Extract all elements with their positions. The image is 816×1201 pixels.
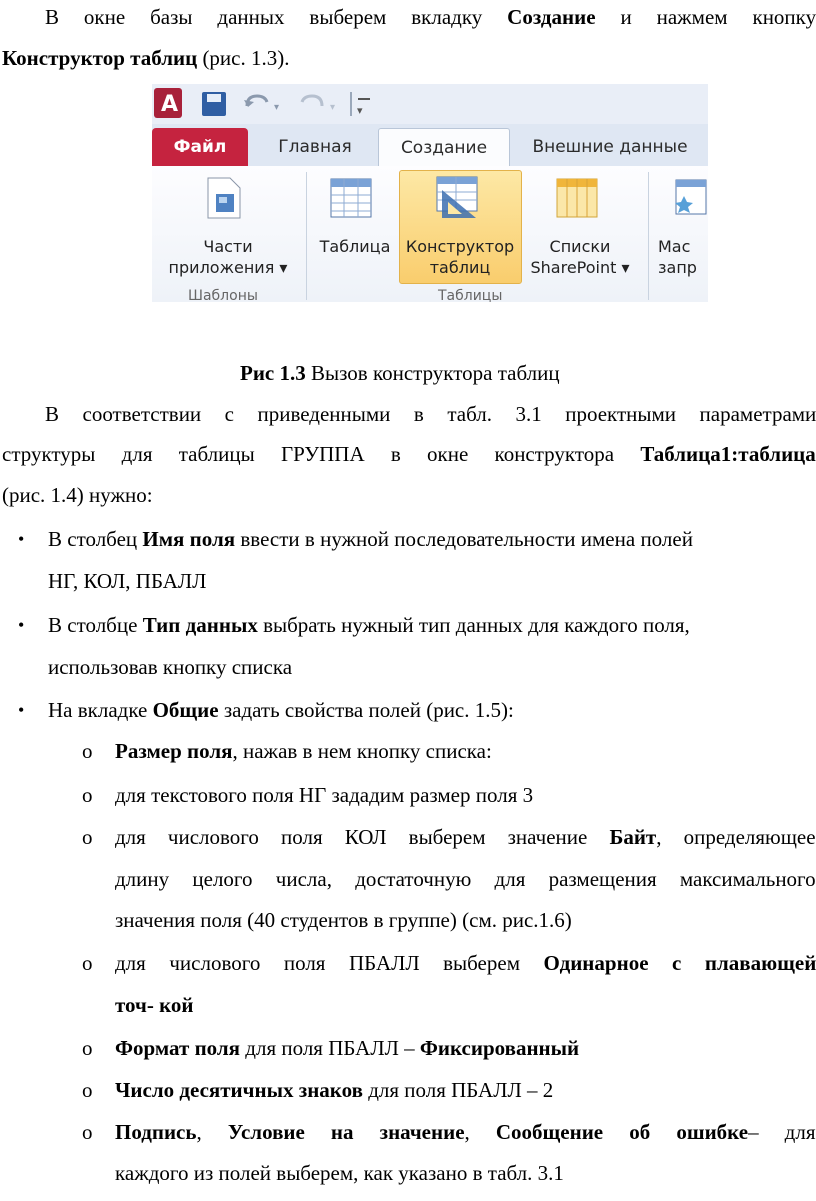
sharepoint-lists-icon bbox=[556, 178, 598, 218]
query-wizard-icon bbox=[674, 176, 708, 220]
application-parts-icon bbox=[206, 176, 242, 220]
bullet-3-line1: На вкладке Общие задать свойства полей (рис. 1.5): bbox=[48, 698, 514, 722]
application-parts-button[interactable] bbox=[158, 236, 298, 278]
sub-6: Число десятичных знаков для поля ПБАЛЛ – 2 bbox=[115, 1078, 554, 1102]
table-designer-button[interactable] bbox=[399, 236, 521, 278]
label: запр bbox=[658, 258, 697, 277]
sub-3-line3: значения поля (40 студентов в группе) (см. рис.1.6) bbox=[115, 908, 572, 932]
label: Списки bbox=[549, 237, 611, 256]
sub-marker: o bbox=[82, 825, 93, 849]
label: Конструктор bbox=[405, 237, 515, 256]
sub-marker: o bbox=[82, 1036, 93, 1060]
svg-text:A: A bbox=[161, 92, 179, 117]
sub-1: Размер поля, нажав в нем кнопку списка: bbox=[115, 739, 492, 763]
text: Подпись, Условие на значение, Сообщение об ошибке– для bbox=[115, 1120, 816, 1144]
table-icon bbox=[330, 178, 372, 218]
table-button[interactable] bbox=[312, 236, 398, 257]
text: структуры для таблицы ГРУППА в окне конструктора Таблица1:таблица bbox=[2, 442, 816, 466]
text: длину целого числа, достаточную для размещения максимального bbox=[115, 867, 816, 891]
sub-5: Формат поля для поля ПБАЛЛ – Фиксированный bbox=[115, 1036, 580, 1060]
text: В окне базы данных выберем вкладку Создание и нажмем кнопку bbox=[45, 5, 816, 29]
label: Мас bbox=[658, 237, 691, 256]
table-designer-icon bbox=[436, 176, 482, 220]
quick-access-icons bbox=[152, 84, 708, 124]
bullet-2-line2: использовав кнопку списка bbox=[48, 655, 293, 679]
para1-line2: Конструктор таблиц (рис. 1.3). bbox=[2, 46, 290, 70]
figure-caption: Рис 1.3 Вызов конструктора таблиц bbox=[240, 361, 560, 385]
tab-create[interactable]: Создание bbox=[378, 128, 510, 167]
tab-home[interactable]: Главная bbox=[278, 137, 352, 157]
sub-7-line1 bbox=[115, 1119, 816, 1145]
separator bbox=[648, 172, 649, 300]
svg-text:▾: ▾ bbox=[330, 102, 336, 113]
label: SharePoint ▾ bbox=[530, 258, 630, 277]
ribbon-body bbox=[152, 166, 708, 302]
para2-line2 bbox=[2, 441, 816, 467]
bullet-1-line2: НГ, КОЛ, ПБАЛЛ bbox=[48, 569, 207, 593]
para2-line1 bbox=[45, 401, 816, 427]
para2-line3: (рис. 1.4) нужно: bbox=[2, 483, 153, 507]
tab-file[interactable]: Файл bbox=[152, 128, 248, 166]
bullet-marker: • bbox=[18, 615, 25, 635]
text: В соответствии с приведенными в табл. 3.1 проектными параметрами bbox=[45, 402, 816, 426]
svg-text:▾: ▾ bbox=[274, 102, 280, 113]
para1-line1 bbox=[45, 4, 816, 30]
query-wizard-button[interactable] bbox=[658, 236, 708, 278]
ribbon-screenshot bbox=[152, 84, 708, 302]
text: для числового поля ПБАЛЛ выберем Одинарное с плавающей bbox=[115, 951, 816, 975]
sub-marker: o bbox=[82, 783, 93, 807]
sub-marker: o bbox=[82, 951, 93, 975]
text: для числового поля КОЛ выберем значение Байт, определяющее bbox=[115, 825, 816, 849]
sub-2: для текстового поля НГ зададим размер поля 3 bbox=[115, 783, 534, 807]
sub-4-line2: точ- кой bbox=[115, 993, 194, 1017]
sub-4-line1 bbox=[115, 950, 816, 976]
sub-3-line1 bbox=[115, 824, 816, 850]
label: приложения ▾ bbox=[168, 258, 288, 277]
tab-external-data[interactable]: Внешние данные bbox=[532, 137, 688, 157]
svg-text:▾: ▾ bbox=[357, 104, 363, 117]
sub-3-line2 bbox=[115, 866, 816, 892]
separator bbox=[306, 172, 307, 300]
group-tables: Таблицы bbox=[438, 288, 503, 302]
quick-access-toolbar bbox=[152, 84, 708, 124]
label: Таблица bbox=[319, 237, 391, 256]
bullet-marker: • bbox=[18, 700, 25, 720]
sub-marker: o bbox=[82, 1120, 93, 1144]
group-templates: Шаблоны bbox=[188, 288, 258, 302]
sub-marker: o bbox=[82, 739, 93, 763]
sharepoint-lists-button[interactable] bbox=[522, 236, 638, 278]
ribbon-tabs bbox=[152, 124, 708, 166]
label: Части bbox=[203, 237, 253, 256]
bullet-2-line1: В столбце Тип данных выбрать нужный тип данных для каждого поля, bbox=[48, 613, 690, 637]
label: таблиц bbox=[429, 258, 491, 277]
bullet-marker: • bbox=[18, 529, 25, 549]
sub-7-line2: каждого из полей выберем, как указано в табл. 3.1 bbox=[115, 1161, 564, 1185]
sub-marker: o bbox=[82, 1078, 93, 1102]
bullet-1-line1: В столбец Имя поля ввести в нужной последовательности имена полей bbox=[48, 527, 693, 551]
